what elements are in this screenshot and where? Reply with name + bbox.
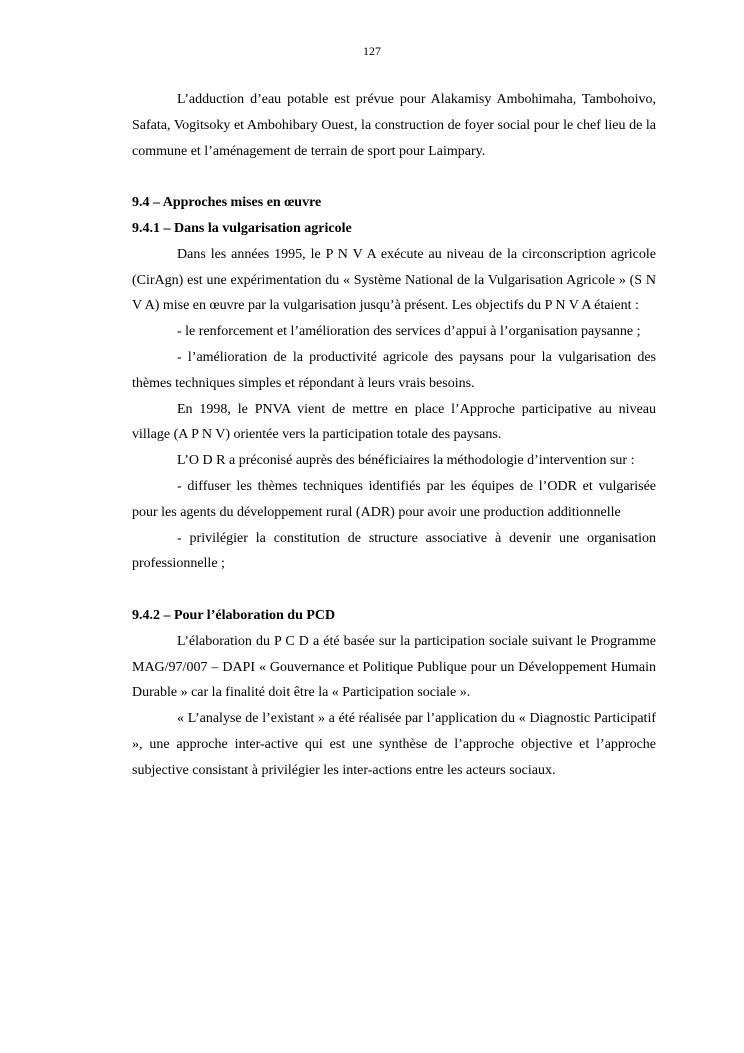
body-paragraph: Dans les années 1995, le P N V A exécute au niveau de la circonscription agricole (CirAgn) est une expérimentation du « Système National de la Vulgarisation Agricole » (S N V A) mise en œuvre par la vulgarisation jusqu’à présent. Les objectifs du P N V A étaient : xyxy=(132,246,656,314)
spacer xyxy=(132,577,656,603)
body-paragraph: « L’analyse de l’existant » a été réalisée par l’application du « Diagnostic Participatif », une approche inter-active qui est une synthèse de l’approche objective et l’approche subjective consistant à privilégier les inter-actions entre les acteurs sociaux. xyxy=(132,711,656,778)
document-body xyxy=(132,87,656,784)
body-paragraph: L’élaboration du P C D a été basée sur la participation sociale suivant le Programme MAG/97/007 – DAPI « Gouvernance et Politique Publique pour un Développement Humain Durable » car la finalité doit être la « Participation sociale ». xyxy=(132,633,656,701)
subsection-heading: 9.4.1 – Dans la vulgarisation agricole xyxy=(132,220,352,236)
list-item: - privilégier la constitution de structure associative à devenir une organisation professionnelle ; xyxy=(132,530,656,572)
body-paragraph: L’O D R a préconisé auprès des bénéficiaires la méthodologie d’intervention sur : xyxy=(177,453,635,469)
body-paragraph: En 1998, le PNVA vient de mettre en place l’Approche participative au niveau village (A P N V) orientée vers la participation totale des paysans. xyxy=(132,401,656,443)
list-item: - diffuser les thèmes techniques identifiés par les équipes de l’ODR et vulgarisée pour les agents du développement rural (ADR) pour avoir une production additionnelle xyxy=(132,478,656,520)
subsection-heading: 9.4.2 – Pour l’élaboration du PCD xyxy=(132,607,336,623)
list-item: - l’amélioration de la productivité agricole des paysans pour la vulgarisation des thèmes techniques simples et répondant à leurs vrais besoins. xyxy=(132,349,656,391)
page-number: 127 xyxy=(363,44,381,58)
spacer xyxy=(132,164,656,190)
intro-paragraph: L’adduction d’eau potable est prévue pour Alakamisy Ambohimaha, Tambohoivo, Safata, Vogitsoky et Ambohibary Ouest, la construction de foyer social pour le chef lieu de la commune et l’aménagement de terrain de sport pour Laimpary. xyxy=(132,92,656,159)
list-item: - le renforcement et l’amélioration des services d’appui à l’organisation paysanne ; xyxy=(177,324,641,340)
section-heading: 9.4 – Approches mises en œuvre xyxy=(132,195,322,211)
